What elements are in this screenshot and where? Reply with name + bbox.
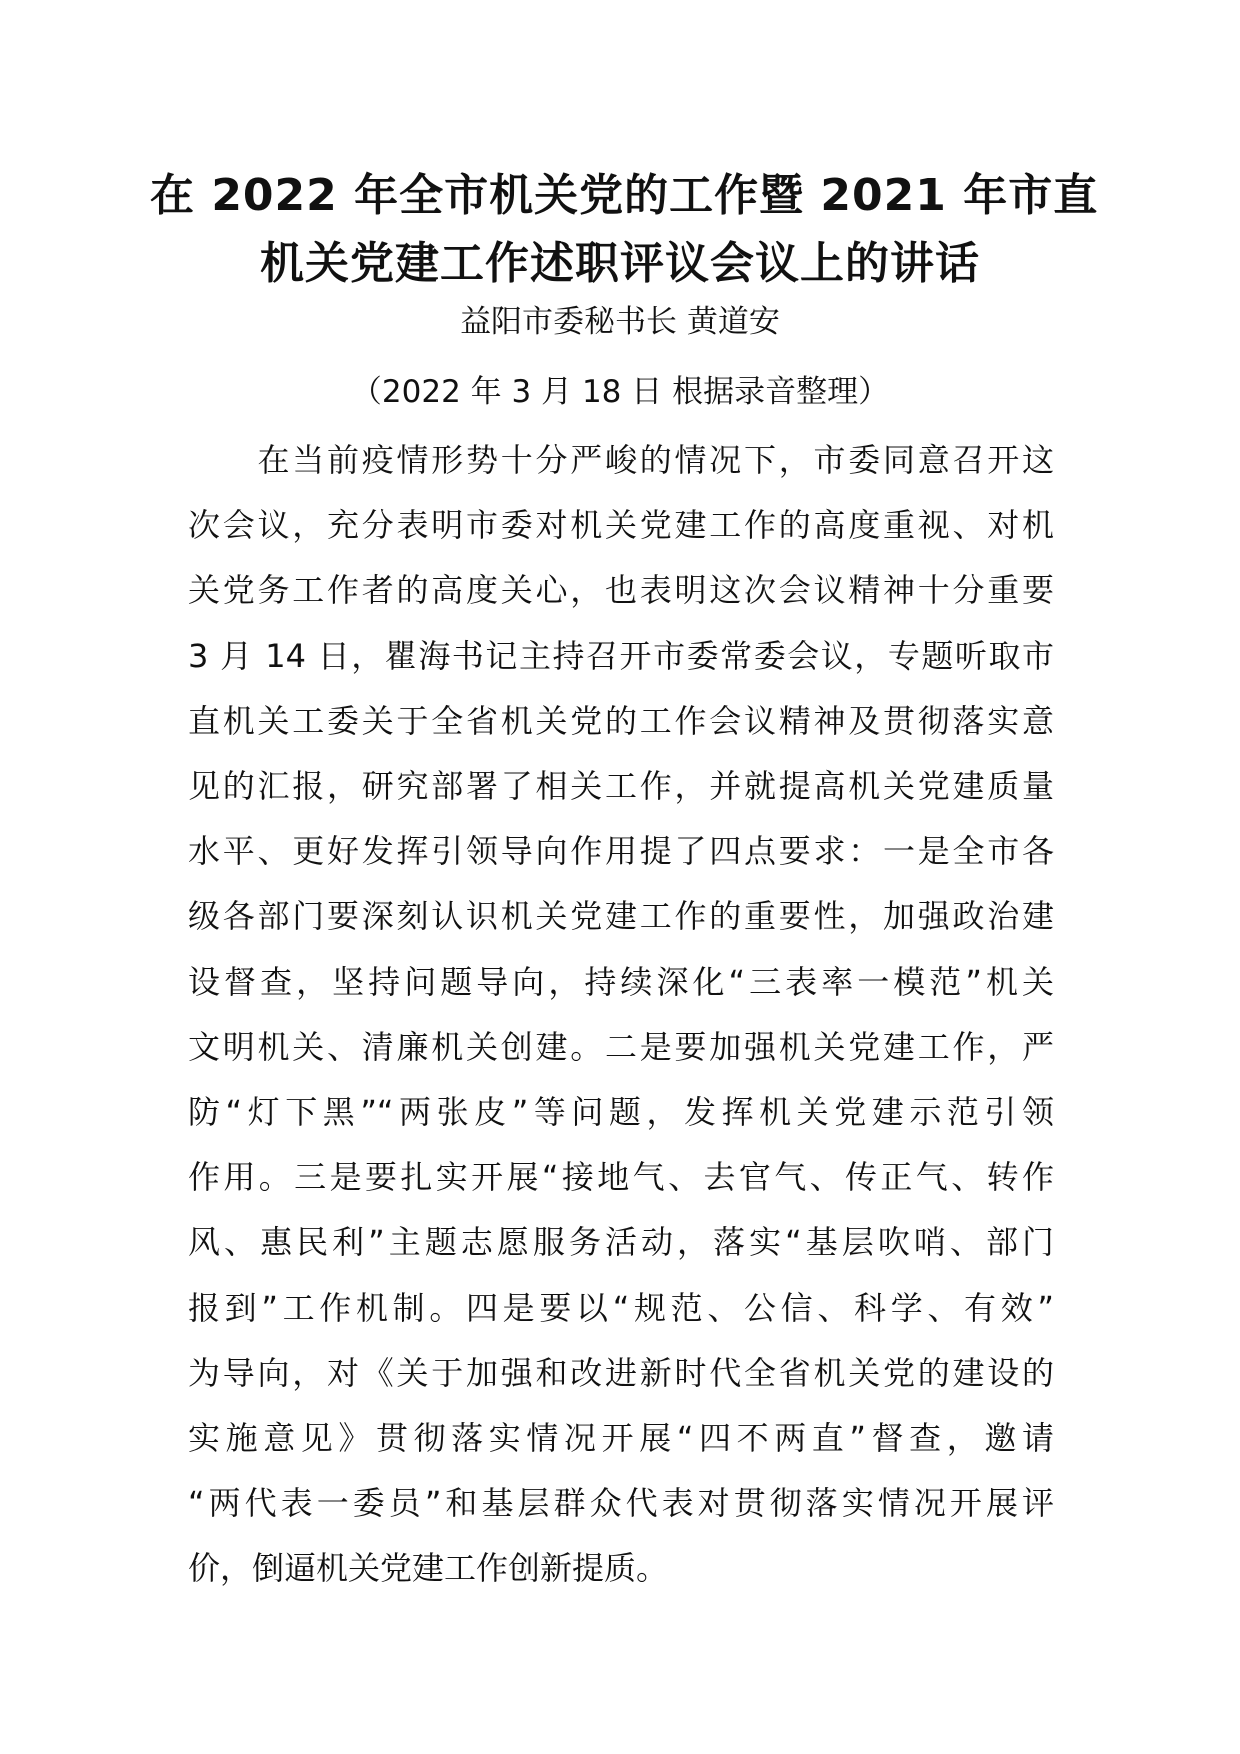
body-line: 水平、更好发挥引领导向作用提了四点要求：一是全市各	[188, 832, 1054, 871]
body-paragraph	[188, 428, 1054, 1602]
body-line: 文明机关、清廉机关创建。二是要加强机关党建工作，严	[188, 1027, 1054, 1066]
body-line: 直机关工委关于全省机关党的工作会议精神及贯彻落实意	[188, 701, 1054, 740]
title-line-2: 机关党建工作述职评议会议上的讲话	[260, 238, 980, 289]
body-line: 报到”工作机制。四是要以“规范、公信、科学、有效”	[188, 1288, 1054, 1327]
body-line: 3 月 14 日，瞿海书记主持召开市委常委会议，专题听取市	[188, 636, 1054, 675]
body-line: 级各部门要深刻认识机关党建工作的重要性，加强政治建	[188, 897, 1054, 936]
body-line: 次会议，充分表明市委对机关党建工作的高度重视、对机	[188, 506, 1054, 545]
body-line: 实施意见》贯彻落实情况开展“四不两直”督查，邀请	[188, 1419, 1054, 1458]
body-line: “两代表一委员”和基层群众代表对贯彻落实情况开展评	[188, 1484, 1054, 1523]
body-line: 防“灯下黑”“两张皮”等问题，发挥机关党建示范引领	[188, 1093, 1054, 1132]
body-line: 在当前疫情形势十分严峻的情况下，市委同意召开这	[188, 441, 1054, 479]
body-line-last: 价，倒逼机关党建工作创新提质。	[188, 1549, 669, 1588]
title-line-1: 在 2022 年全市机关党的工作暨 2021 年市直	[150, 170, 1099, 221]
body-line: 作用。三是要扎实开展“接地气、去官气、传正气、转作	[188, 1158, 1054, 1197]
document-title	[150, 162, 1099, 298]
body-line: 风、惠民利”主题志愿服务活动，落实“基层吹哨、部门	[188, 1223, 1054, 1262]
body-line: 设督查，坚持问题导向，持续深化“三表率一模范”机关	[188, 962, 1054, 1001]
body-line: 关党务工作者的高度关心，也表明这次会议精神十分重要	[188, 571, 1054, 610]
date-note: （2022 年 3 月 18 日 根据录音整理）	[350, 374, 890, 410]
body-line: 为导向，对《关于加强和改进新时代全省机关党的建设的	[188, 1353, 1054, 1392]
body-line: 见的汇报，研究部署了相关工作，并就提高机关党建质量	[188, 767, 1054, 806]
author-line: 益阳市委秘书长 黄道安	[460, 304, 780, 340]
